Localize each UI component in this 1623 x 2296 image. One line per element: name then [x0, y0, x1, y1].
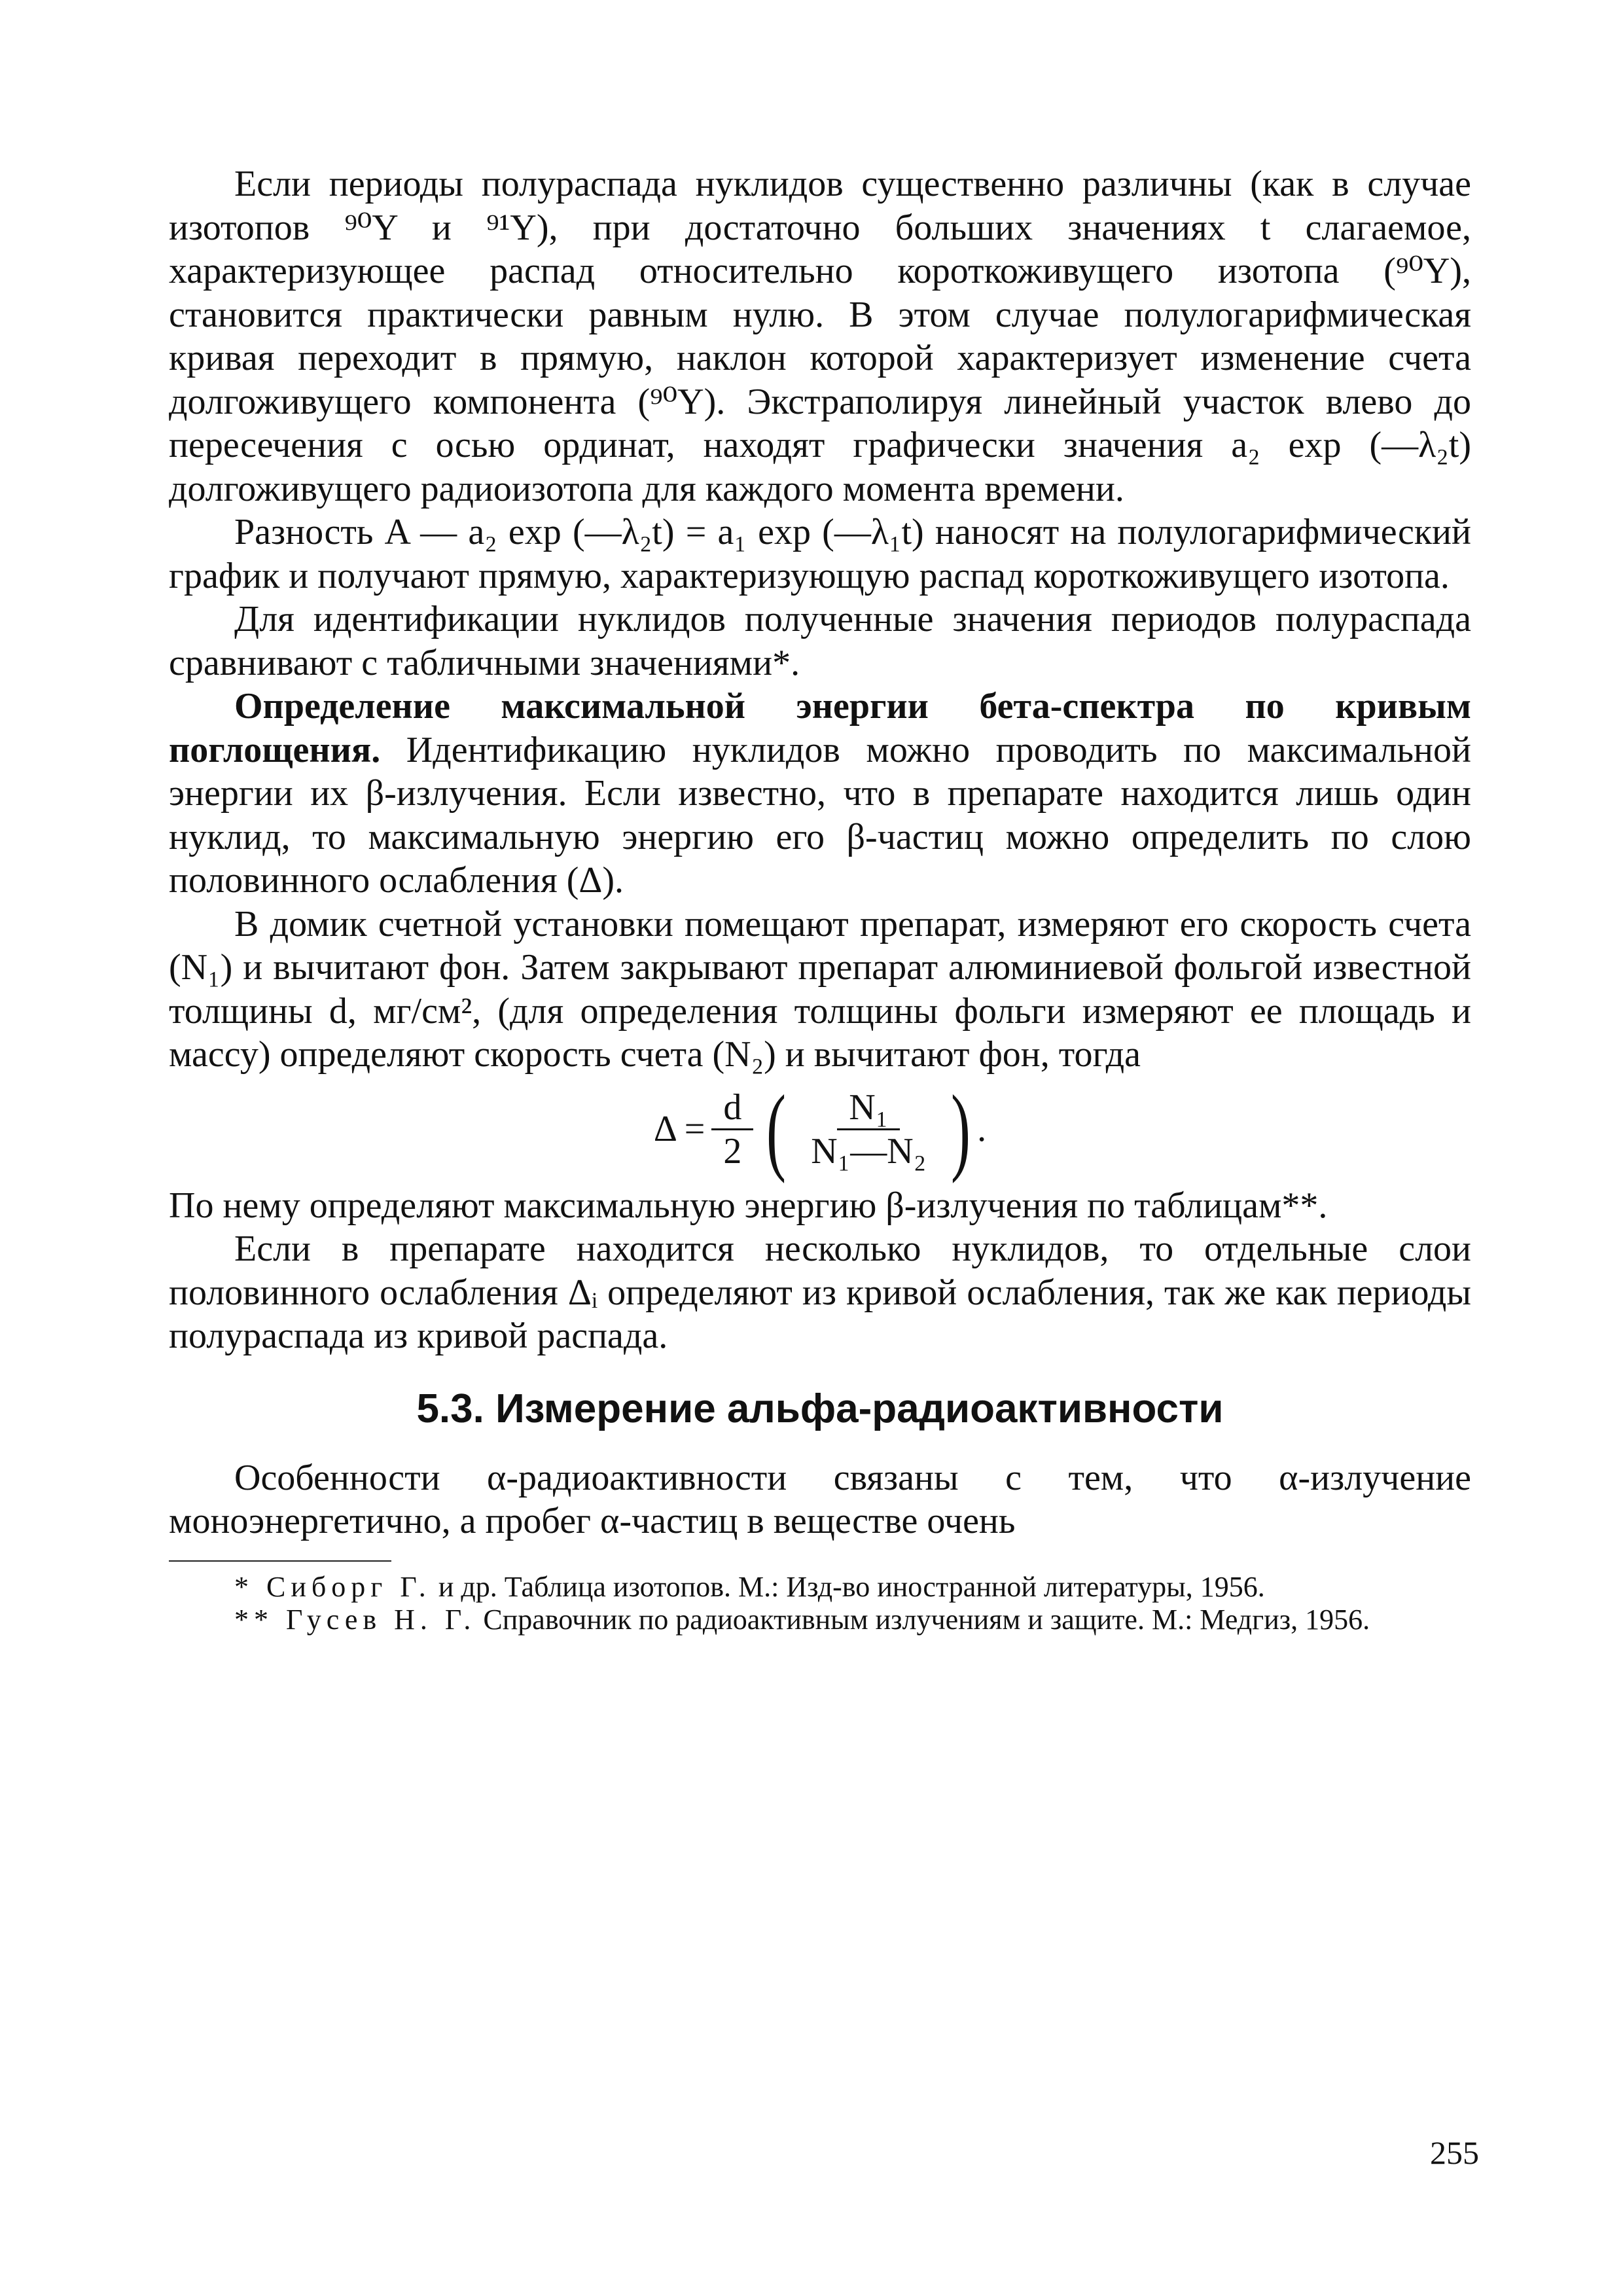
fraction-counts — [799, 1086, 938, 1172]
body-text — [169, 162, 1471, 1636]
paragraph-multiple-nuclides: Если в препарате находится несколько нуклидов, то отдельные слои половинного ослабления Δᵢ определяют из кривой ослабления, так же как периоды полураспада из кривой распада. — [169, 1229, 1471, 1356]
footnote-2-text: Справочник по радиоактивным излучениям и защите. М.: Медгиз, 1956. — [476, 1603, 1370, 1636]
footnote-divider — [169, 1560, 391, 1562]
footnote-1-author: * Сиборг Г. — [234, 1570, 431, 1603]
subheading-max-energy: Определение максимальной энергии бета-спектра по кривым поглощения. — [169, 686, 1471, 770]
section-heading: 5.3. Измерение альфа-радиоактивности — [416, 1386, 1224, 1431]
fraction-denominator: 2 — [723, 1131, 742, 1172]
fraction-numerator: N₁ — [837, 1086, 900, 1130]
paragraph-identification: Для идентификации нуклидов полученные значения периодов полураспада сравнивают с табличными значениями*. — [169, 599, 1471, 683]
paragraph-max-energy-text: Идентификацию нуклидов можно проводить по максимальной энергии их β-излучения. Если известно, что в препарате находится лишь один нуклид, то максимальную энергию его β-частиц можно определить по слою половинного ослабления (Δ). — [169, 729, 1471, 901]
paragraph-difference: Разность A — a₂ exp (—λ₂t) = a₁ exp (—λ₁t) наносят на полулогарифмический график и получают прямую, характеризующую распад короткоживущего изотопа. — [169, 512, 1471, 596]
footnote-2 — [169, 1604, 1471, 1636]
fraction-d-over-2 — [711, 1086, 753, 1172]
fraction-numerator: d — [711, 1086, 753, 1130]
paragraph-half-life-separation: Если периоды полураспада нуклидов существенно различны (как в случае изотопов ⁹⁰Y и ⁹¹Y), при достаточно больших значениях t слагаемое, характеризующее распад относительно короткоживущего изотопа (⁹⁰Y), становится практически равным нулю. В этом случае полулогарифмическая кривая переходит в прямую, наклон которой характеризует изменение счета долгоживущего компонента (⁹⁰Y). Экстраполируя линейный участок влево до пересечения с осью ординат, находят графически значения a₂ exp (—λ₂t) долгоживущего радиоизотопа для каждого момента времени. — [169, 164, 1471, 509]
paragraph-alpha: Особенности α-радиоактивности связаны с тем, что α-излучение моноэнергетично, а пробег α-частиц в веществе очень — [169, 1457, 1471, 1541]
formula-lhs: Δ = — [653, 1109, 705, 1150]
page-number: 255 — [1430, 2134, 1479, 2171]
left-paren: ( — [766, 1075, 787, 1184]
footnotes — [169, 1571, 1471, 1636]
right-paren: ) — [951, 1075, 971, 1184]
paragraph-procedure: В домик счетной установки помещают препарат, измеряют его скорость счета (N₁) и вычитают фон. Затем закрывают препарат алюминиевой фольгой известной толщины d, мг/см², (для определения толщины фольги измеряют ее площадь и массу) определяют скорость счета (N₂) и вычитают фон, тогда — [169, 903, 1471, 1075]
footnote-1 — [169, 1571, 1471, 1604]
paragraph-table-lookup: По нему определяют максимальную энергию β-излучения по таблицам**. — [169, 1185, 1328, 1226]
formula-tail: . — [977, 1109, 987, 1150]
fraction-denominator: N₁—N₂ — [811, 1131, 927, 1172]
footnote-2-author: ** Гусев Н. Г. — [234, 1603, 476, 1636]
footnote-1-text: и др. Таблица изотопов. М.: Изд-во иностранной литературы, 1956. — [431, 1570, 1265, 1603]
half-value-formula — [169, 1075, 1471, 1184]
paragraph-max-energy — [169, 685, 1471, 903]
